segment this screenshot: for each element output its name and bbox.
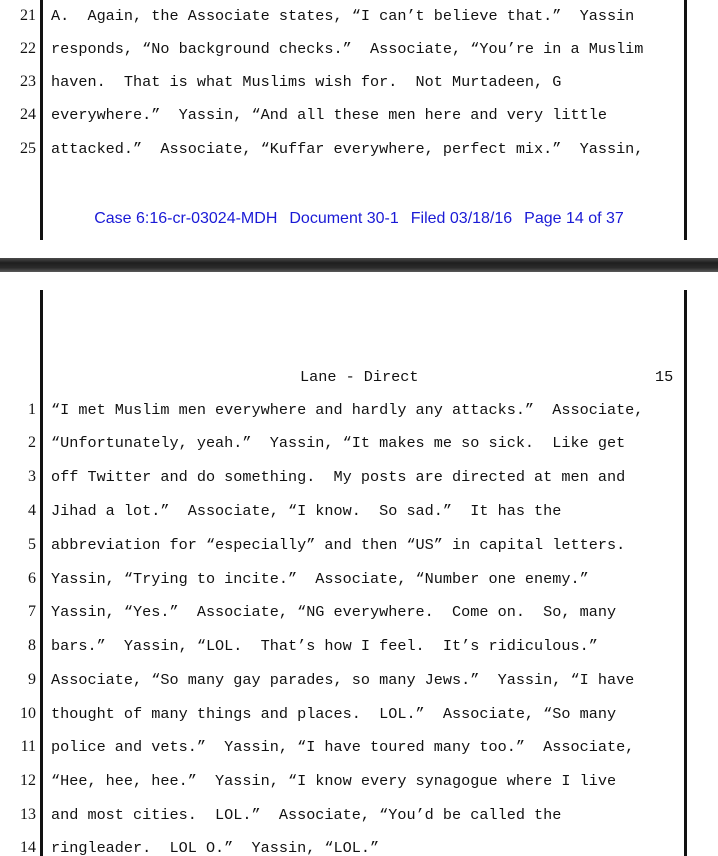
line-number: 5 <box>28 536 36 553</box>
line-text: abbreviation for “especially” and then “US” in capital letters. <box>51 536 626 554</box>
transcript-line <box>0 562 718 596</box>
line-text: haven. That is what Muslims wish for. Not Murtadeen, G <box>51 73 562 91</box>
line-text: and most cities. LOL.” Associate, “You’d be called the <box>51 806 562 824</box>
transcript-line <box>0 697 718 731</box>
line-number: 24 <box>20 106 36 123</box>
line-number: 22 <box>20 40 36 57</box>
transcript-line <box>0 595 718 629</box>
line-number: 12 <box>20 772 36 789</box>
line-text: thought of many things and places. LOL.” Associate, “So many <box>51 705 617 723</box>
stamp-case: Case 6:16-cr-03024-MDH <box>94 210 278 227</box>
transcript-line <box>0 460 718 494</box>
transcript-line <box>0 663 718 697</box>
transcript-line <box>0 0 718 33</box>
line-text: “Unfortunately, yeah.” Yassin, “It makes me so sick. Like get <box>51 434 626 452</box>
line-text: off Twitter and do something. My posts are directed at men and <box>51 468 626 486</box>
transcript-line <box>0 132 718 166</box>
filing-stamp <box>0 206 718 232</box>
transcript-page-bottom <box>0 272 718 856</box>
line-number: 14 <box>20 839 36 856</box>
line-text: Yassin, “Yes.” Associate, “NG everywhere. Come on. So, many <box>51 603 617 621</box>
page-header-title: Lane - Direct <box>300 368 419 386</box>
line-text: “I met Muslim men everywhere and hardly any attacks.” Associate, <box>51 401 644 419</box>
line-number: 21 <box>20 7 36 24</box>
stamp-filed: Filed 03/18/16 <box>410 210 513 227</box>
line-number: 7 <box>28 603 36 620</box>
page-divider <box>0 258 718 272</box>
line-text: everywhere.” Yassin, “And all these men here and very little <box>51 106 607 124</box>
page-header-number: 15 <box>655 368 674 386</box>
line-number: 6 <box>28 570 36 587</box>
line-number: 3 <box>28 468 36 485</box>
line-number: 9 <box>28 671 36 688</box>
transcript-line <box>0 764 718 798</box>
transcript-line <box>0 730 718 764</box>
transcript-line <box>0 65 718 99</box>
line-number: 4 <box>28 502 36 519</box>
line-text: attacked.” Associate, “Kuffar everywhere, perfect mix.” Yassin, <box>51 140 644 158</box>
line-text: “Hee, hee, hee.” Yassin, “I know every synagogue where I live <box>51 772 617 790</box>
stamp-page: Page 14 of 37 <box>524 210 624 227</box>
transcript-line <box>0 528 718 562</box>
transcript-line <box>0 798 718 832</box>
transcript-page-top <box>0 0 718 258</box>
line-text: police and vets.” Yassin, “I have toured many too.” Associate, <box>51 738 635 756</box>
transcript-line <box>0 32 718 66</box>
stamp-document: Document 30-1 <box>289 210 399 227</box>
transcript-line <box>0 831 718 856</box>
line-number: 8 <box>28 637 36 654</box>
transcript-line <box>0 426 718 460</box>
line-number: 10 <box>20 705 36 722</box>
line-text: bars.” Yassin, “LOL. That’s how I feel. It’s ridiculous.” <box>51 637 598 655</box>
transcript-line <box>0 629 718 663</box>
line-text: Associate, “So many gay parades, so many Jews.” Yassin, “I have <box>51 671 635 689</box>
transcript-line <box>0 393 718 427</box>
transcript-line <box>0 98 718 132</box>
line-number: 23 <box>20 73 36 90</box>
line-number: 11 <box>20 738 36 755</box>
line-text: A. Again, the Associate states, “I can’t believe that.” Yassin <box>51 7 635 25</box>
line-number: 2 <box>28 434 36 451</box>
transcript-line <box>0 494 718 528</box>
line-text: responds, “No background checks.” Associate, “You’re in a Muslim <box>51 40 644 58</box>
line-text: Yassin, “Trying to incite.” Associate, “Number one enemy.” <box>51 570 589 588</box>
line-text: Jihad a lot.” Associate, “I know. So sad.” It has the <box>51 502 562 520</box>
line-number: 25 <box>20 140 36 157</box>
line-text: ringleader. LOL O.” Yassin, “LOL.” <box>51 839 380 856</box>
line-number: 13 <box>20 806 36 823</box>
line-number: 1 <box>28 401 36 418</box>
